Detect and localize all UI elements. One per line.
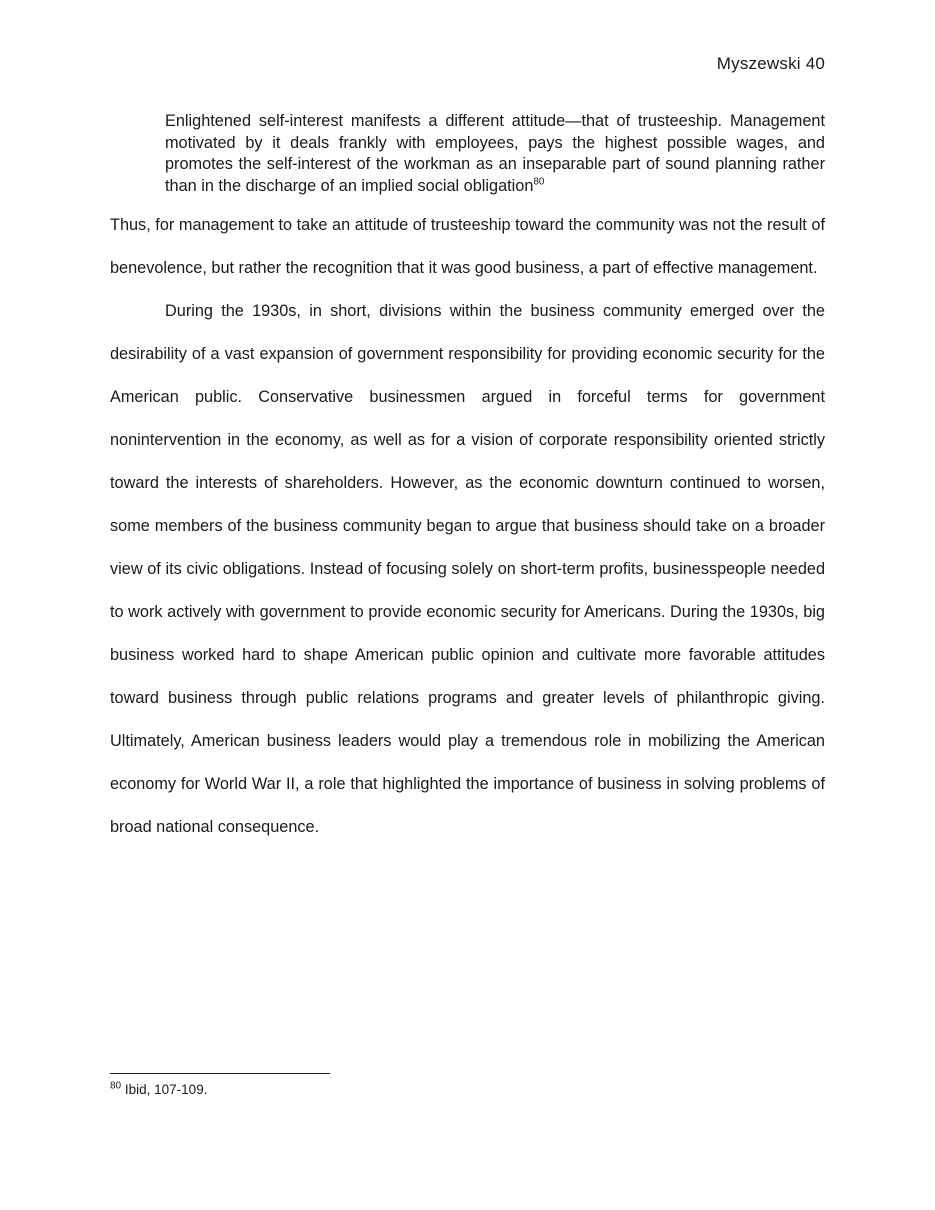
footnote xyxy=(110,1082,207,1097)
paragraph-2: During the 1930s, in short, divisions within the business community emerged over the desirability of a vast expansion of government responsibility for providing economic security for the American public. Conservative businessmen argued in forceful terms for government nonintervention in the economy, as well as for a vision of corporate responsibility oriented strictly toward the interests of shareholders. However, as the economic downturn continued to worsen, some members of the business community began to argue that business should take on a broader view of its civic obligations. Instead of focusing solely on short-term profits, businesspeople needed to work actively with government to provide economic security for Americans. During the 1930s, big business worked hard to shape American public opinion and cultivate more favorable attitudes toward business through public relations programs and greater levels of philanthropic giving. Ultimately, American business leaders would play a tremendous role in mobilizing the American economy for World War II, a role that highlighted the importance of business in solving problems of broad national consequence. xyxy=(110,302,825,836)
block-quote-text: Enlightened self-interest manifests a different attitude—that of trusteeship. Management motivated by it deals frankly with employees, pays the highest possible wages, and promotes the self-interest of the workman as an inseparable part of sound planning rather than in the discharge of an implied social obligation xyxy=(165,112,825,195)
footnote-reference[interactable]: 80 xyxy=(533,176,545,188)
footnote-divider xyxy=(110,1073,330,1074)
body-text xyxy=(110,204,825,849)
running-head: Myszewski 40 xyxy=(716,54,825,73)
footnote-number: 80 xyxy=(110,1080,122,1092)
paragraph-1: Thus, for management to take an attitude of trusteeship toward the community was not the result of benevolence, but rather the recognition that it was good business, a part of effective management. xyxy=(110,216,825,277)
footnote-text: Ibid, 107-109. xyxy=(124,1082,208,1097)
block-quote xyxy=(165,111,825,197)
